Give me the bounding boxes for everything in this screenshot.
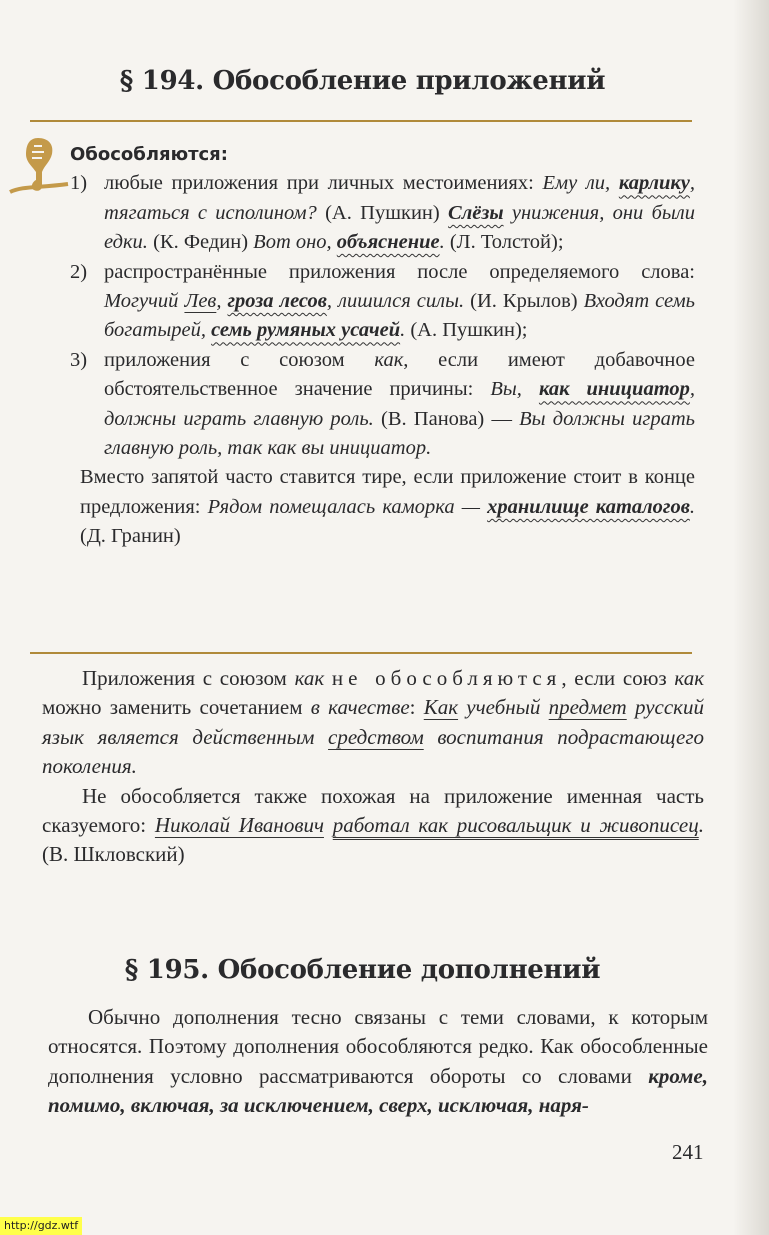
text-run: Вместо запятой часто ставится тире, если приложение стоит в конце предложения: — [80, 466, 695, 518]
example-text: русский язык является действенным — [42, 695, 704, 749]
text-run: Не обособляется также похожая на приложение именная часть сказуемого: — [42, 783, 704, 838]
watermark-label: http://gdz.wtf — [0, 1217, 82, 1235]
text-run: распространённые приложения после определяемого слова: — [104, 260, 695, 283]
quill-pen-icon — [8, 134, 70, 198]
section-194-heading: § 194. Обособление приложений — [119, 66, 606, 96]
defined-word: Лев — [184, 290, 217, 313]
rule-item-3 — [70, 346, 695, 464]
author-ref: (Д. Гранин) — [80, 525, 181, 548]
example-text: средством — [328, 724, 424, 749]
example-text: унижения, они были едки. — [104, 201, 695, 254]
author-ref: (К. Федин) — [147, 231, 254, 254]
author-ref: (В. Панова) — — [373, 407, 520, 430]
subject: Николай Иванович — [154, 813, 324, 838]
rule-box-top-line — [30, 120, 692, 122]
example-text: воспитания подрастающего поколения. — [42, 724, 705, 779]
example-text: Ему ли, — [542, 172, 619, 195]
example-text: , тягаться с исполином? — [104, 172, 695, 224]
example-text: Как — [423, 695, 459, 720]
example-text: , должны играть главную роль. — [104, 378, 696, 430]
rule-box-bottom-line — [30, 652, 692, 654]
text-run: : — [409, 695, 424, 720]
appositive: семь румяных усачей — [211, 319, 401, 342]
example-text: Входят семь богатырей, — [104, 290, 695, 342]
predicate: работал как рисовальщик и живописец — [332, 813, 699, 838]
text-run: , если союз — [561, 666, 675, 690]
appositive: Слёзы — [448, 201, 504, 224]
keyword-list: кроме, помимо, включая, за исключением, сверх, исключая, наря- — [48, 1063, 708, 1118]
appositive: хранилище каталогов — [487, 495, 690, 518]
example-text: Вы должны играть главную роль, так как вы инициатор. — [104, 407, 695, 460]
example-text: . — [689, 495, 696, 518]
example-text: . — [439, 231, 445, 254]
page-number: 241 — [672, 1140, 704, 1164]
section-195-heading: § 195. Обособление дополнений — [124, 955, 601, 985]
example-text: , лишился силы. — [326, 290, 465, 313]
dash-rule-text — [80, 463, 695, 551]
conjunction: как — [674, 666, 705, 690]
author-ref: (И. Крылов) — [464, 290, 584, 313]
conjunction: как — [294, 666, 325, 690]
item-number: 3) — [70, 348, 88, 371]
text-run: приложения с союзом — [104, 348, 375, 371]
item-number: 1) — [70, 172, 88, 195]
rule-box — [70, 140, 695, 552]
rule-item-1 — [70, 169, 695, 257]
appositive: гроза лесов — [227, 290, 327, 313]
item-text — [104, 258, 695, 346]
item-text — [104, 346, 695, 464]
text-run: Обычно дополнения тесно связаны с теми словами, к которым относятся. Поэтому дополнения обособляются редко. Как обособленные дополнения условно рассматриваются обороты со словами — [48, 1005, 708, 1088]
example-text: Вы, — [490, 378, 539, 401]
text-run: , если имеют добавочное обстоятельственное значение причины: — [104, 348, 695, 401]
phrase: в качестве — [310, 695, 410, 720]
text-run: можно заменить сочетанием — [42, 695, 311, 720]
conjunction: как — [374, 348, 404, 371]
item-number: 2) — [70, 260, 88, 283]
example-text: . — [400, 319, 406, 342]
example-text: предмет — [548, 695, 627, 720]
author-ref: (А. Пушкин) — [316, 201, 449, 224]
author-ref: (В. Шкловский) — [42, 842, 185, 867]
item-text — [104, 169, 695, 257]
example-text: Рядом помещалась каморка — — [207, 495, 488, 518]
appositive: как инициатор — [538, 378, 690, 401]
page-edge-shadow — [733, 0, 769, 1235]
note-paragraph-2 — [42, 782, 704, 870]
rule-heading: Обособляются: — [70, 144, 228, 165]
author-ref: (Л. Толстой); — [444, 231, 564, 254]
appositive: объяснение — [336, 231, 440, 254]
example-text: учебный — [458, 695, 549, 720]
rule-item-2 — [70, 258, 695, 346]
note-paragraph-1 — [42, 664, 704, 782]
emphasis-spaced: не обособляются — [331, 666, 562, 690]
appositive: карлику — [618, 172, 690, 195]
note-block — [42, 664, 704, 870]
author-ref: (А. Пушкин); — [405, 319, 528, 342]
text-run: Приложения с союзом — [82, 666, 295, 690]
example-text: , — [216, 290, 228, 313]
example-text — [324, 813, 333, 837]
paragraph — [48, 1003, 708, 1121]
example-text: Могучий — [104, 290, 185, 313]
example-text: . — [698, 813, 704, 838]
section-195-paragraph — [48, 1003, 708, 1121]
text-run: любые приложения при личных местоимениях: — [104, 172, 543, 195]
example-text: Вот оно, — [253, 231, 337, 254]
